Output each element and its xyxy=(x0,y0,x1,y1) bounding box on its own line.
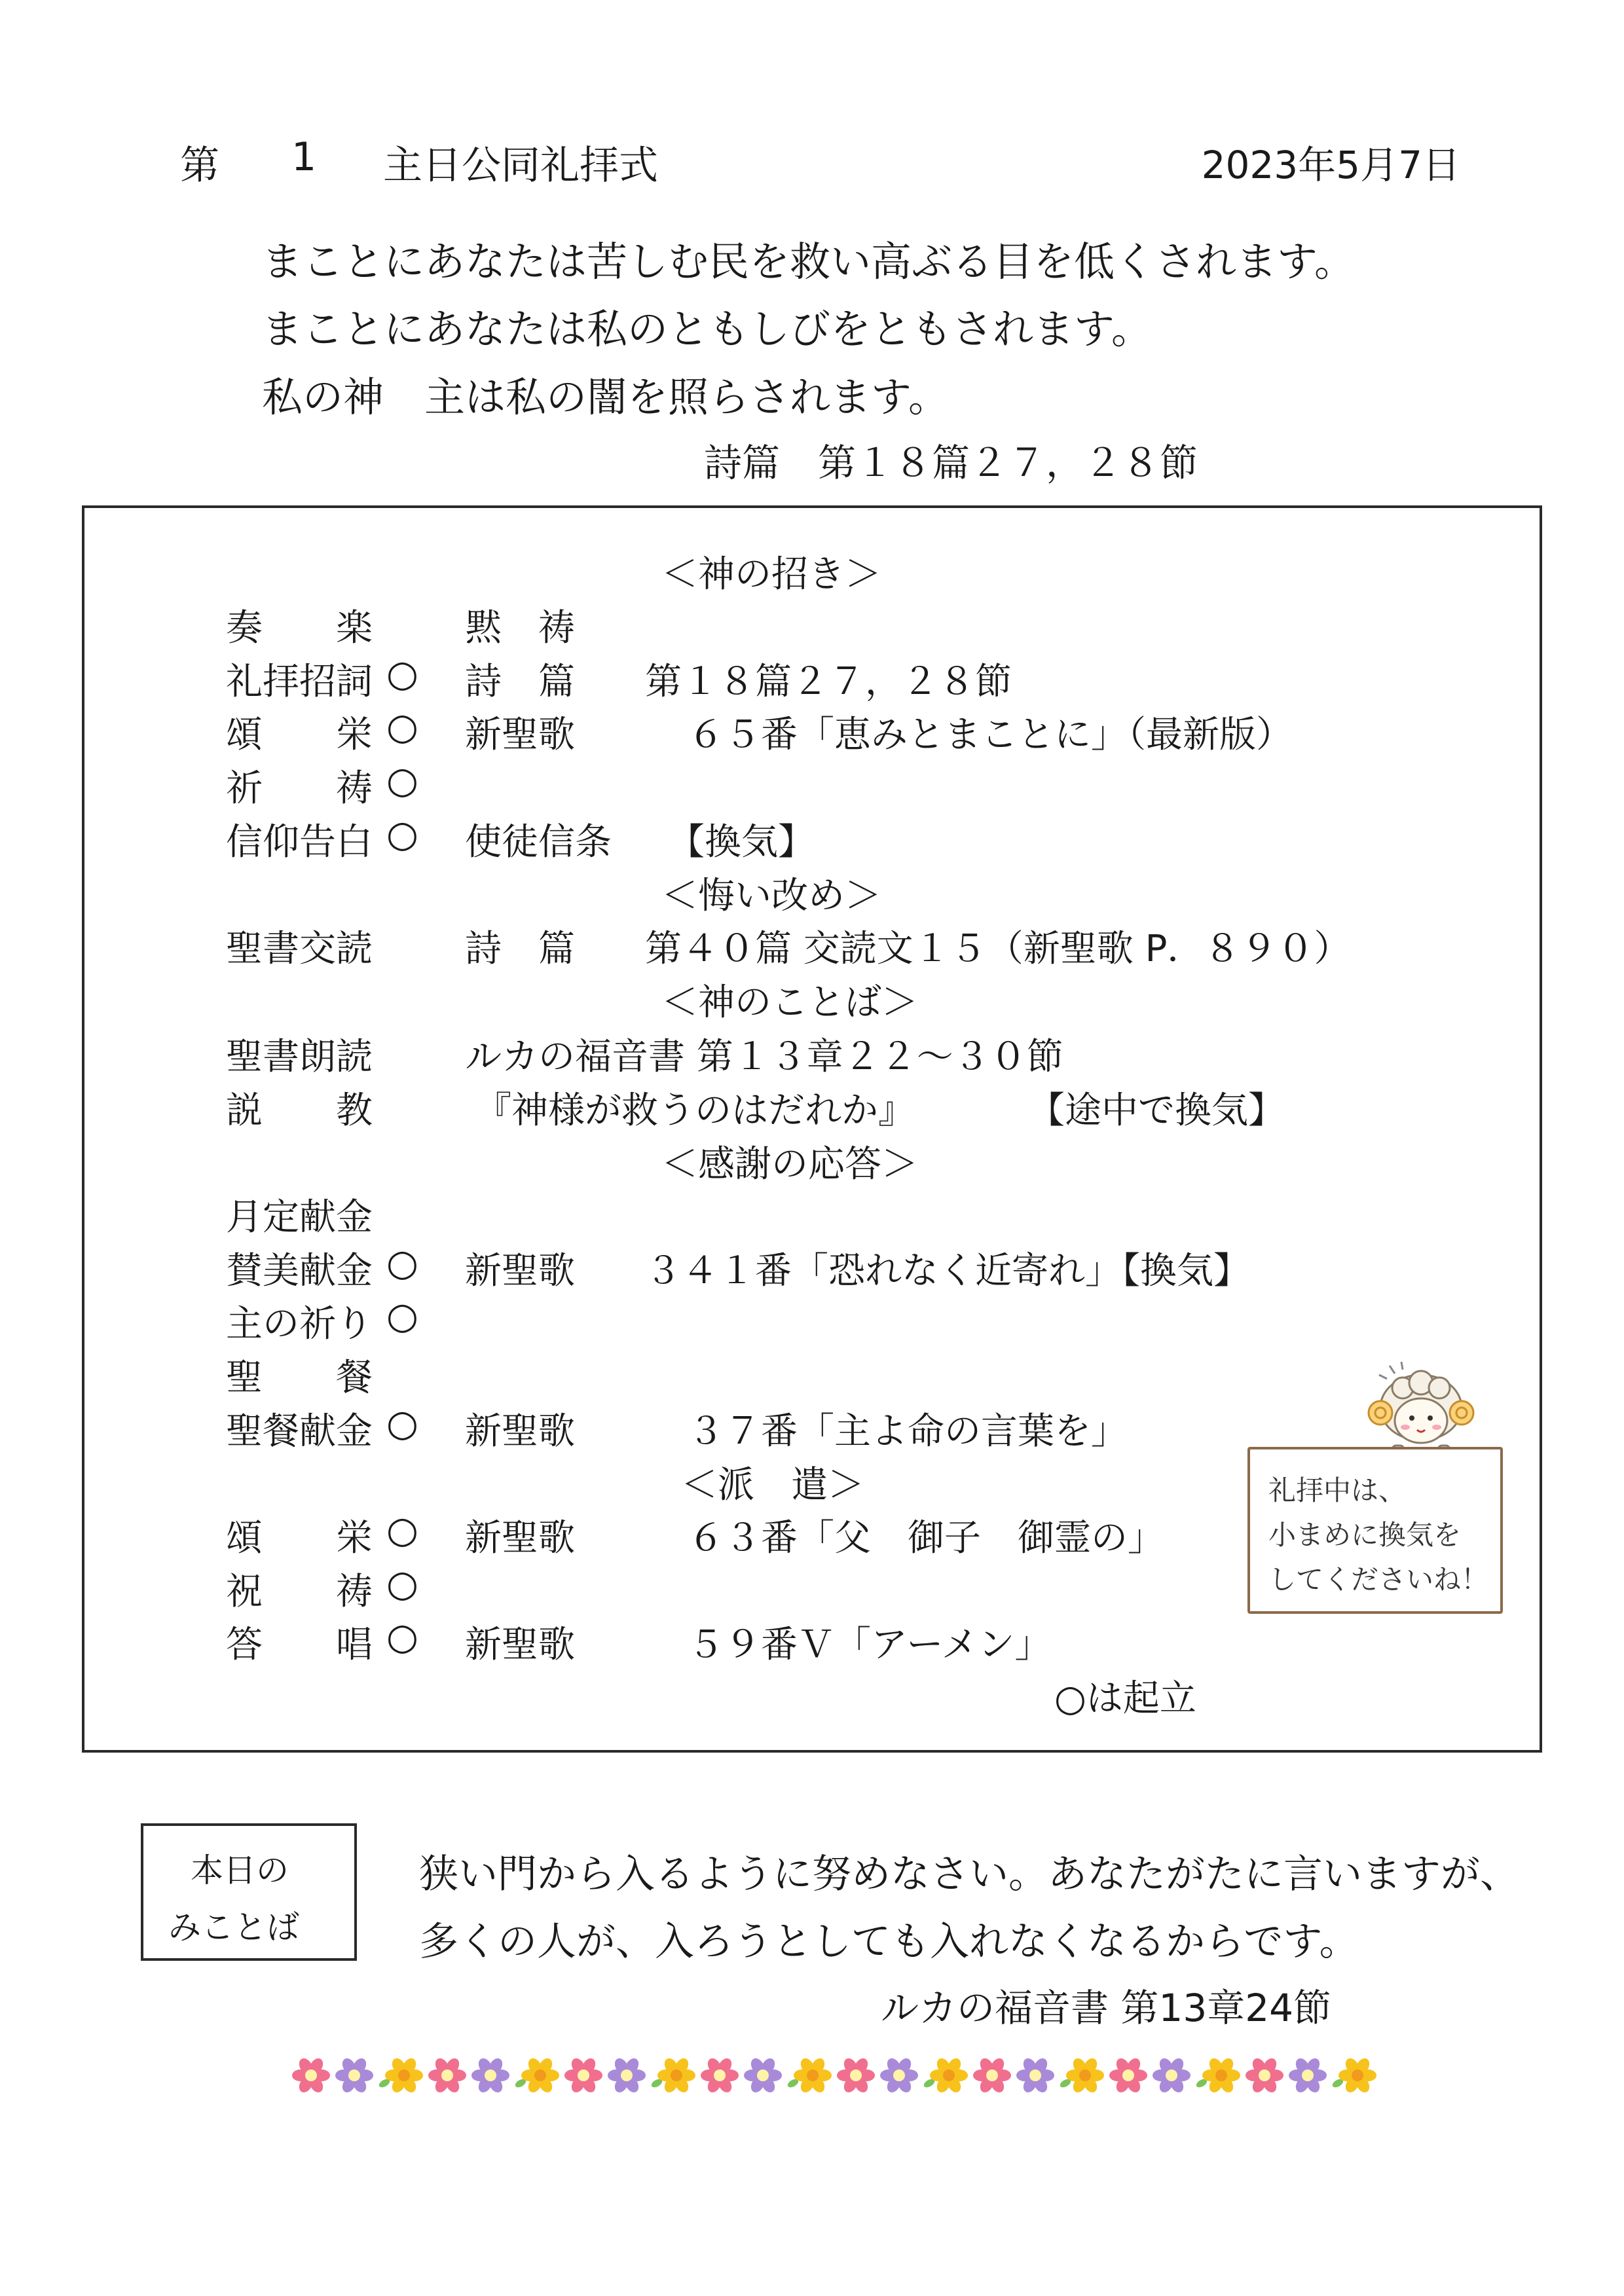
today-word-reference: ルカの福音書 第13章24節 xyxy=(881,1986,1332,2030)
row-source-0: 黙 祷 xyxy=(465,607,575,649)
row-detail-4: 【換気】 xyxy=(668,821,815,864)
row-mark-2: ○ xyxy=(386,706,418,748)
flower-icon xyxy=(1066,2056,1104,2094)
section-call: ＜神の招き＞ xyxy=(661,553,881,596)
flower-icon xyxy=(385,2056,423,2094)
flower-icon xyxy=(428,2056,466,2094)
sheep-mascot-icon xyxy=(1356,1362,1486,1460)
row-name-11: 聖 餐 xyxy=(226,1357,373,1399)
row-detail-12: ３７番「主よ命の言葉を」 xyxy=(688,1410,1128,1453)
verse-line-3: 私の神 主は私の闇を照らされます。 xyxy=(262,373,950,421)
section-word: ＜神のことば＞ xyxy=(661,981,918,1024)
row-name-10: 主の祈り xyxy=(226,1303,373,1345)
note-line-2: 小まめに換気を xyxy=(1268,1519,1462,1551)
row-mark-4: ○ xyxy=(386,813,418,856)
flower-icon xyxy=(1289,2056,1327,2094)
flower-icon xyxy=(744,2056,782,2094)
row-detail-13: ６３番「父 御子 御霊の」 xyxy=(688,1517,1164,1559)
row-source-6: ルカの福音書 第１３章２２～３０節 xyxy=(465,1036,1063,1078)
today-word-label-line-1: 本日の xyxy=(191,1851,289,1889)
row-detail-1: 第１８篇２７，２８節 xyxy=(645,661,1012,703)
row-mark-15: ○ xyxy=(386,1616,418,1658)
row-source-1: 詩 篇 xyxy=(465,661,575,703)
verse-line-1: まことにあなたは苦しむ民を救い高ぶる目を低くされます。 xyxy=(262,238,1356,285)
note-line-1: 礼拝中は、 xyxy=(1268,1474,1407,1506)
row-detail-5: 第４０篇 交読文１５（新聖歌 P．８９０） xyxy=(645,928,1351,970)
flower-icon xyxy=(1109,2056,1147,2094)
flower-icon xyxy=(564,2056,602,2094)
row-mark-12: ○ xyxy=(386,1402,418,1445)
row-detail-2: ６５番「恵みとまことに」（最新版） xyxy=(688,714,1293,756)
row-name-4: 信仰告白 xyxy=(226,821,373,864)
row-source-9: 新聖歌 xyxy=(465,1250,575,1292)
row-name-6: 聖書朗読 xyxy=(226,1036,373,1078)
stand-note: ○は起立 xyxy=(1054,1677,1196,1720)
section-sending: ＜派 遣＞ xyxy=(681,1464,864,1506)
row-name-0: 奏 楽 xyxy=(226,607,373,649)
row-name-13: 頌 栄 xyxy=(226,1517,373,1559)
today-word-line-2: 多くの人が、入ろうとしても入れなくなるからです。 xyxy=(419,1919,1359,1965)
row-mark-13: ○ xyxy=(386,1509,418,1552)
flower-icon xyxy=(973,2056,1011,2094)
today-word-line-1: 狭い門から入るように努めなさい。あなたがたに言いますが、 xyxy=(419,1851,1519,1897)
row-name-2: 頌 栄 xyxy=(226,714,373,756)
note-line-3: してくださいね！ xyxy=(1268,1563,1489,1595)
row-name-1: 礼拝招詞 xyxy=(226,661,373,703)
flower-border xyxy=(291,2043,1382,2108)
flower-icon xyxy=(1153,2056,1190,2094)
row-source-5: 詩 篇 xyxy=(465,928,575,970)
row-name-3: 祈 祷 xyxy=(226,767,373,810)
row-detail-7: 【途中で換気】 xyxy=(1028,1089,1285,1132)
flower-icon xyxy=(335,2056,373,2094)
today-word-label-line-2: みことば xyxy=(168,1908,299,1946)
flower-icon xyxy=(1246,2056,1283,2094)
flower-icon xyxy=(880,2056,918,2094)
row-source-2: 新聖歌 xyxy=(465,714,575,756)
row-source-4: 使徒信条 xyxy=(465,821,612,864)
flower-icon xyxy=(471,2056,509,2094)
row-detail-9: ３４１番「恐れなく近寄れ」【換気】 xyxy=(645,1250,1250,1292)
flower-icon xyxy=(701,2056,739,2094)
row-name-12: 聖餐献金 xyxy=(226,1410,373,1453)
row-name-14: 祝 祷 xyxy=(226,1571,373,1613)
flower-icon xyxy=(521,2056,559,2094)
flower-icon xyxy=(837,2056,875,2094)
flower-icon xyxy=(608,2056,646,2094)
row-mark-9: ○ xyxy=(386,1242,418,1285)
row-name-9: 賛美献金 xyxy=(226,1250,373,1292)
row-mark-10: ○ xyxy=(386,1295,418,1338)
row-source-12: 新聖歌 xyxy=(465,1410,575,1453)
service-number: 1 xyxy=(291,134,317,180)
flower-icon xyxy=(1016,2056,1054,2094)
flower-icon xyxy=(930,2056,968,2094)
row-source-15: 新聖歌 xyxy=(465,1624,575,1666)
row-mark-3: ○ xyxy=(386,759,418,802)
row-detail-15: ５９番Ｖ「アーメン」 xyxy=(688,1624,1052,1666)
flower-icon xyxy=(292,2056,330,2094)
flower-icon xyxy=(1202,2056,1240,2094)
row-source-7: 『神様が救うのはだれか』 xyxy=(475,1089,915,1132)
verse-line-2: まことにあなたは私のともしびをともされます。 xyxy=(262,305,1153,353)
row-name-5: 聖書交読 xyxy=(226,928,373,970)
verse-reference: 詩篇 第１８篇２７，２８節 xyxy=(704,441,1198,485)
row-mark-14: ○ xyxy=(386,1563,418,1605)
service-date: 2023年5月7日 xyxy=(1201,143,1460,187)
flower-icon xyxy=(657,2056,695,2094)
row-name-8: 月定献金 xyxy=(226,1196,373,1239)
flower-icon xyxy=(794,2056,832,2094)
row-source-13: 新聖歌 xyxy=(465,1517,575,1559)
flower-icon xyxy=(1338,2056,1376,2094)
section-thanks: ＜感謝の応答＞ xyxy=(661,1143,918,1186)
header-label: 第 xyxy=(180,143,219,189)
row-name-15: 答 唱 xyxy=(226,1624,373,1666)
section-repent: ＜悔い改め＞ xyxy=(661,875,881,917)
row-name-7: 説 教 xyxy=(226,1089,373,1132)
page-title: 主日公同礼拝式 xyxy=(383,143,658,189)
ventilation-note xyxy=(1247,1447,1503,1614)
today-word-label-box xyxy=(141,1823,357,1961)
row-mark-1: ○ xyxy=(386,653,418,695)
